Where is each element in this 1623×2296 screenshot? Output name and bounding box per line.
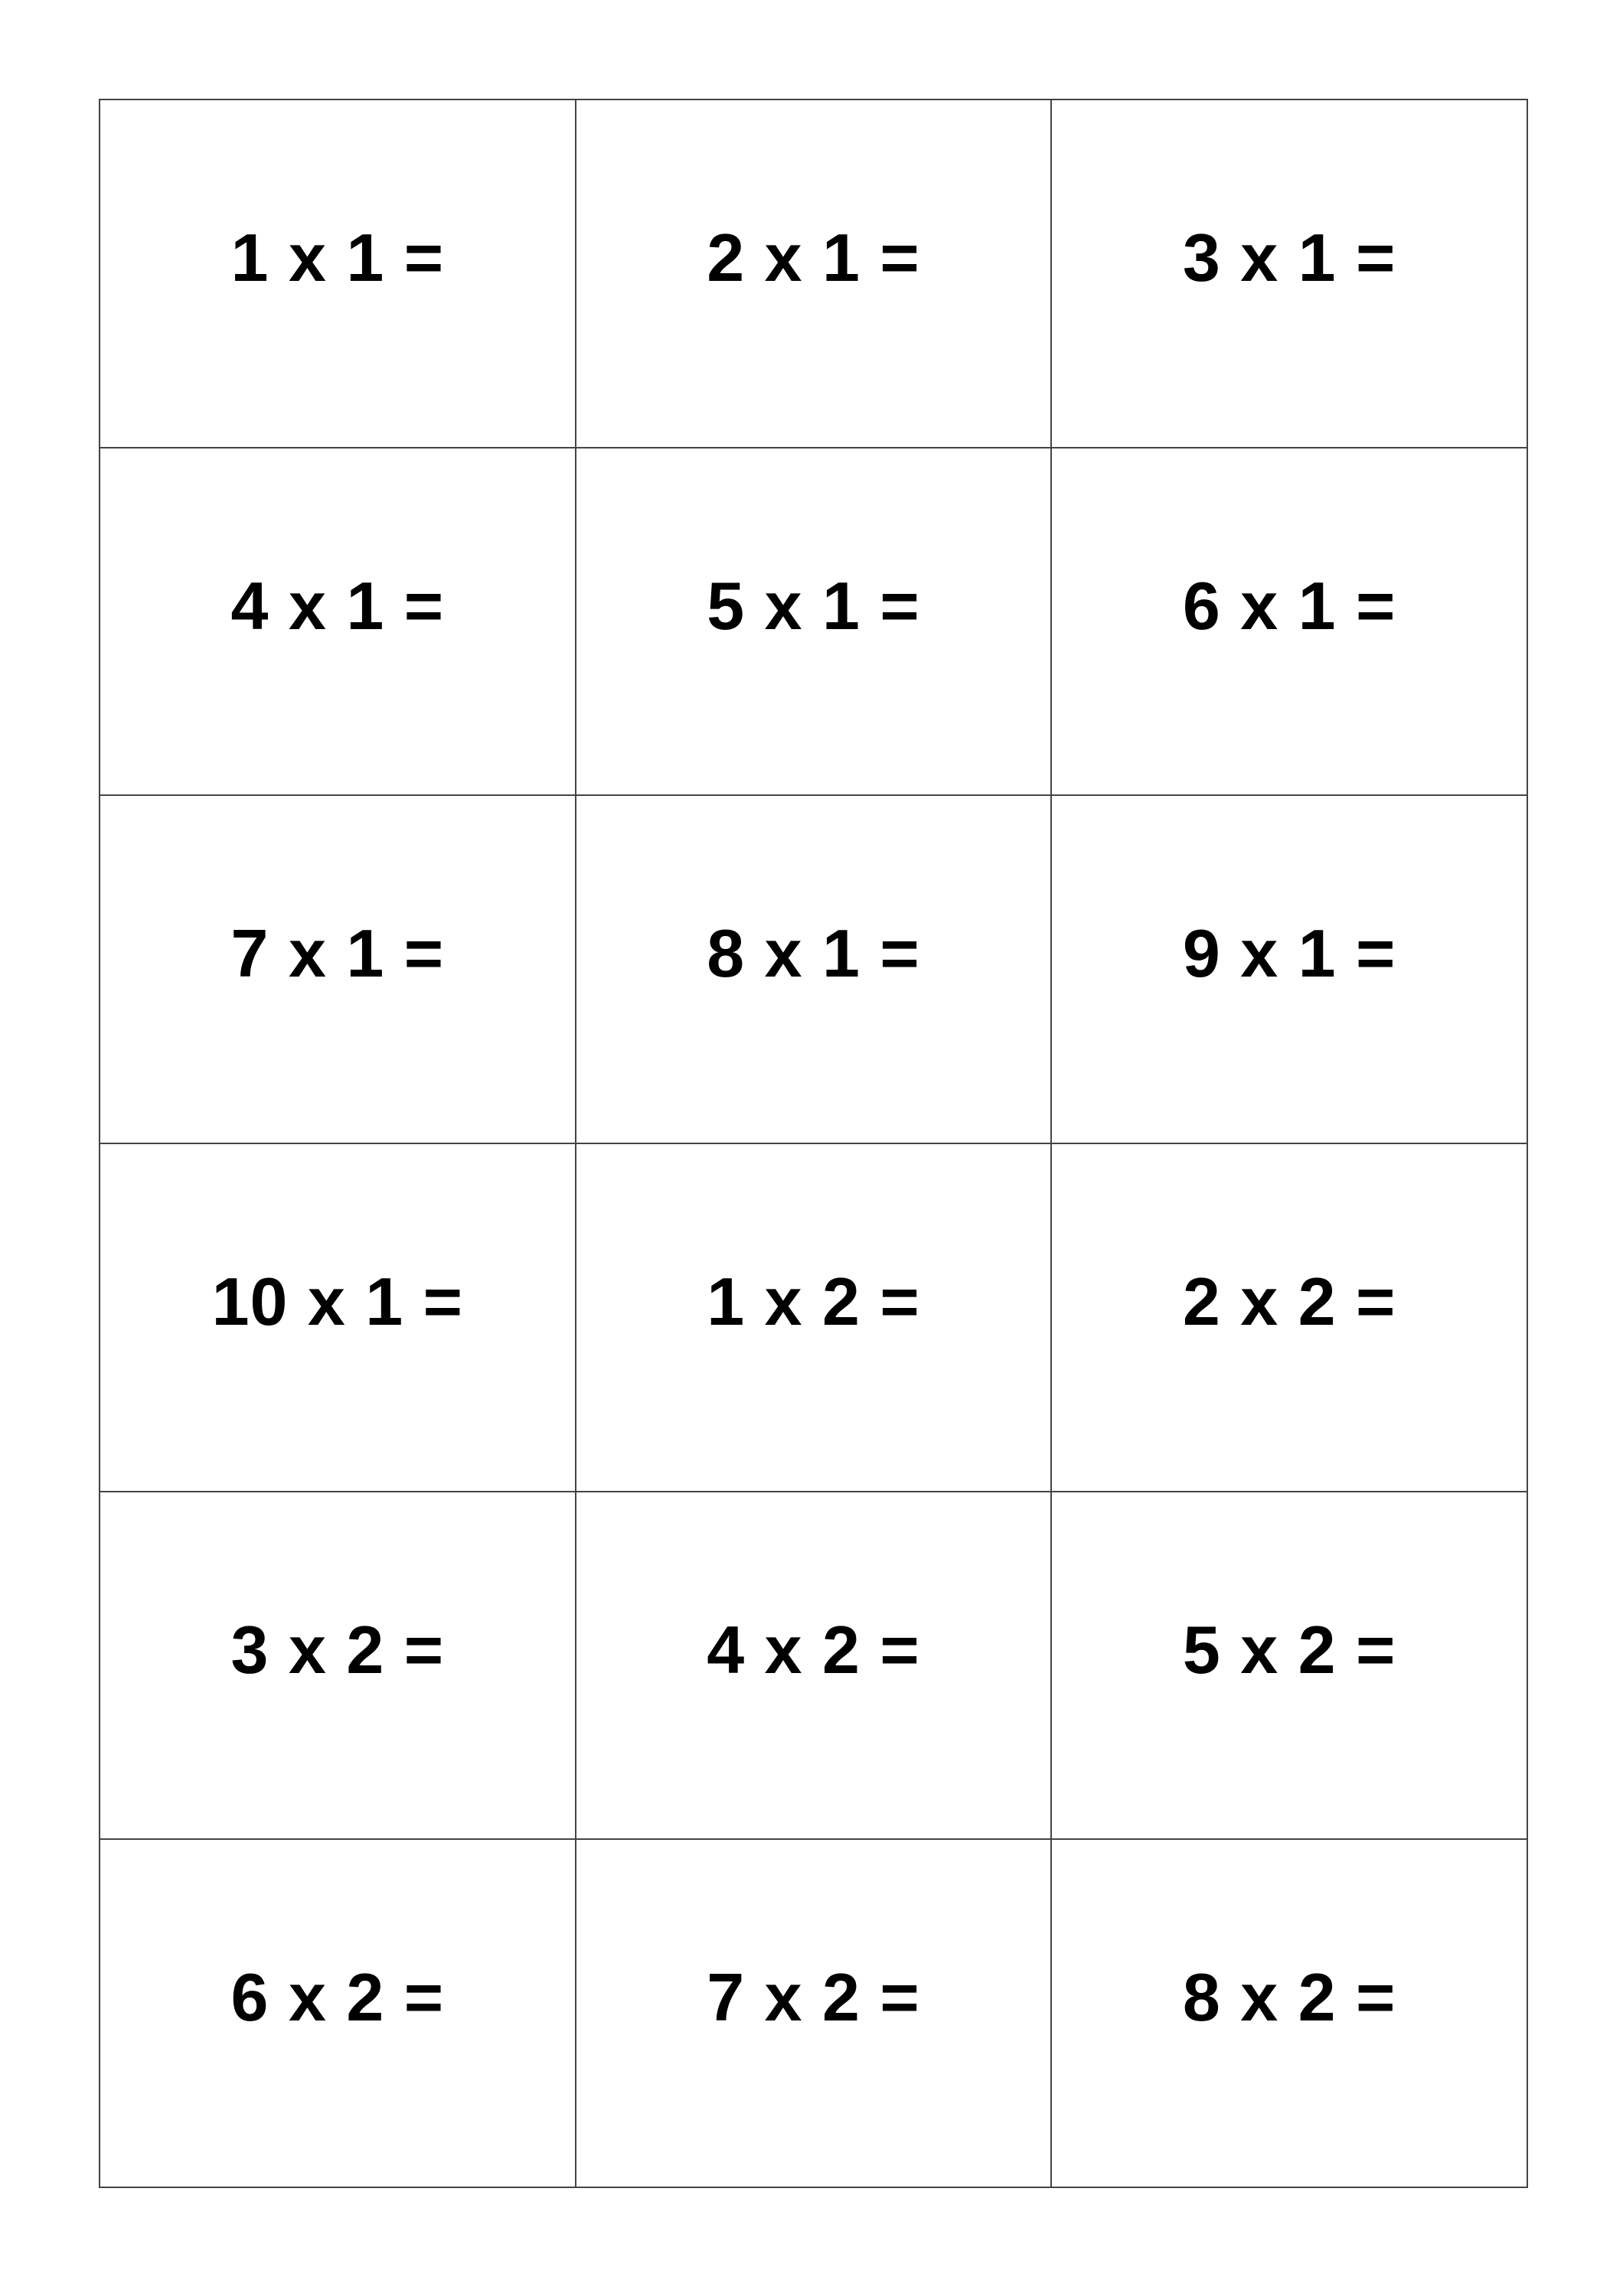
flashcard [100, 100, 576, 448]
flashcard [100, 1840, 576, 2188]
flashcard-text: 6 x 2 = [230, 1959, 445, 2036]
flashcard [100, 1144, 576, 1492]
flashcard [1052, 1840, 1528, 2188]
flashcard [576, 1492, 1053, 1841]
flashcard-text: 9 x 1 = [1182, 915, 1396, 992]
flashcard [1052, 100, 1528, 448]
flashcard-text: 7 x 1 = [230, 915, 445, 992]
flashcard [576, 1144, 1053, 1492]
flashcard-text: 7 x 2 = [707, 1959, 920, 2036]
flashcard-text: 8 x 1 = [707, 915, 920, 992]
flashcard-sheet [99, 99, 1528, 2188]
flashcard-text: 1 x 2 = [707, 1263, 920, 1339]
flashcard-text: 1 x 1 = [230, 220, 445, 295]
flashcard-text: 2 x 2 = [1182, 1263, 1396, 1339]
flashcard-text: 3 x 1 = [1182, 220, 1396, 295]
flashcard [576, 448, 1053, 797]
flashcard-text: 8 x 2 = [1182, 1959, 1396, 2036]
flashcard-text: 2 x 1 = [707, 220, 920, 295]
flashcard [100, 448, 576, 797]
flashcard [576, 1840, 1053, 2188]
flashcard [1052, 1144, 1528, 1492]
flashcard [1052, 796, 1528, 1144]
flashcard-text: 5 x 1 = [707, 567, 920, 644]
flashcard-text: 4 x 1 = [230, 567, 445, 644]
flashcard [100, 1492, 576, 1841]
flashcard-text: 10 x 1 = [211, 1263, 464, 1339]
flashcard [1052, 1492, 1528, 1841]
flashcard-text: 4 x 2 = [707, 1611, 920, 1688]
flashcard-text: 5 x 2 = [1182, 1611, 1396, 1688]
flashcard-text: 3 x 2 = [230, 1611, 445, 1688]
flashcard [100, 796, 576, 1144]
flashcard [1052, 448, 1528, 797]
flashcard-text: 6 x 1 = [1182, 567, 1396, 644]
flashcard [576, 796, 1053, 1144]
flashcard [576, 100, 1053, 448]
